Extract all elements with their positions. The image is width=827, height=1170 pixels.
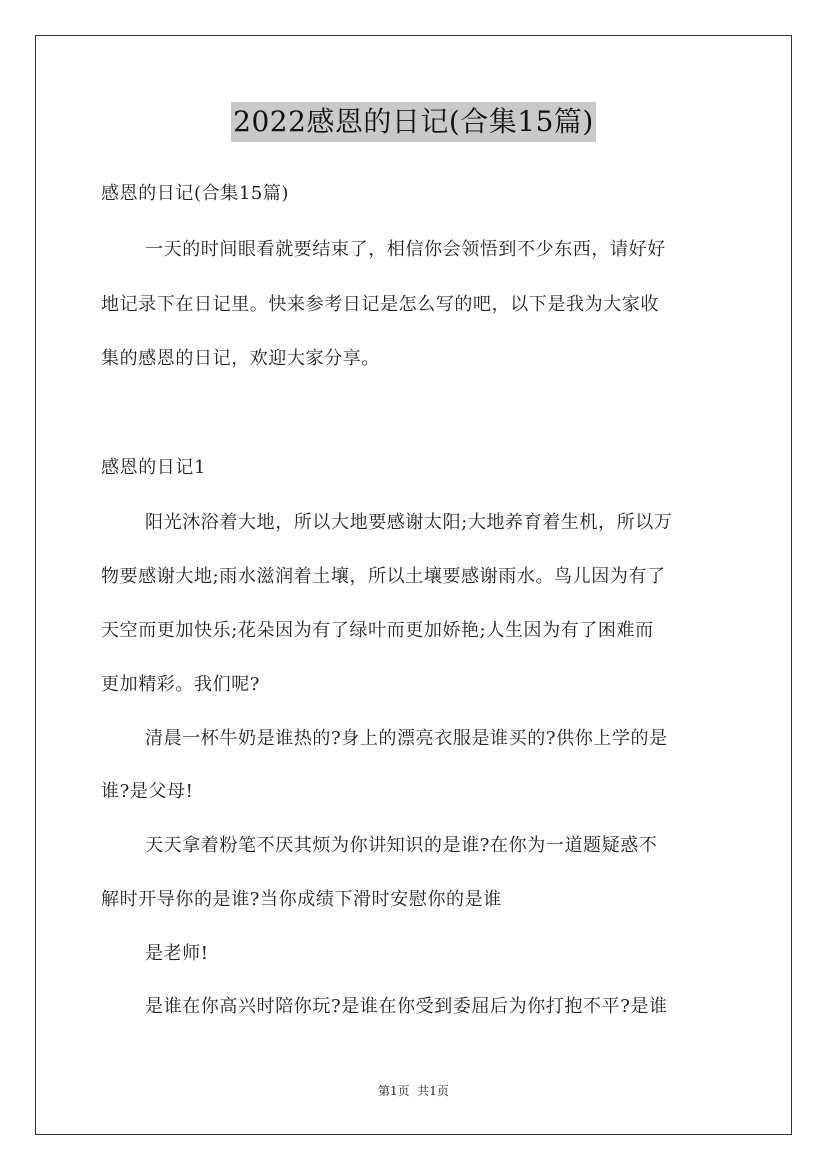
section-heading: 感恩的日记1 (101, 457, 207, 478)
body-line: 一天的时间眼看就要结束了，相信你会领悟到不少东西，请好好 (145, 239, 666, 260)
body-line: 是谁在你高兴时陪你玩?是谁在你受到委屈后为你打抱不平?是谁 (145, 996, 668, 1017)
page-footer (0, 1083, 827, 1099)
body-line: 天天拿着粉笔不厌其烦为你讲知识的是谁?在你为一道题疑惑不 (145, 835, 658, 856)
body-line: 阳光沐浴着大地，所以大地要感谢太阳;大地养育着生机，所以万 (145, 512, 673, 533)
document-title: 2022感恩的日记(合集15篇) (231, 102, 596, 142)
body-line: 天空而更加快乐;花朵因为有了绿叶而更加娇艳;人生因为有了困难而 (101, 620, 654, 641)
body-line: 解时开导你的是谁?当你成绩下滑时安慰你的是谁 (101, 889, 502, 910)
body-line: 更加精彩。我们呢? (101, 674, 261, 695)
body-line: 谁?是父母! (101, 781, 194, 802)
body-line: 地记录下在日记里。快来参考日记是怎么写的吧，以下是我为大家收 (101, 294, 659, 315)
body-line: 物要感谢大地;雨水滋润着土壤，所以土壤要感谢雨水。鸟儿因为有了 (101, 566, 666, 587)
body-line: 是老师! (145, 943, 209, 964)
page-number: 第1页 共1页 (378, 1084, 449, 1098)
title-container (0, 102, 827, 142)
subtitle-line: 感恩的日记(合集15篇) (101, 183, 290, 204)
body-line: 集的感恩的日记，欢迎大家分享。 (101, 348, 380, 369)
body-line: 清晨一杯牛奶是谁热的?身上的漂亮衣服是谁买的?供你上学的是 (145, 728, 668, 749)
